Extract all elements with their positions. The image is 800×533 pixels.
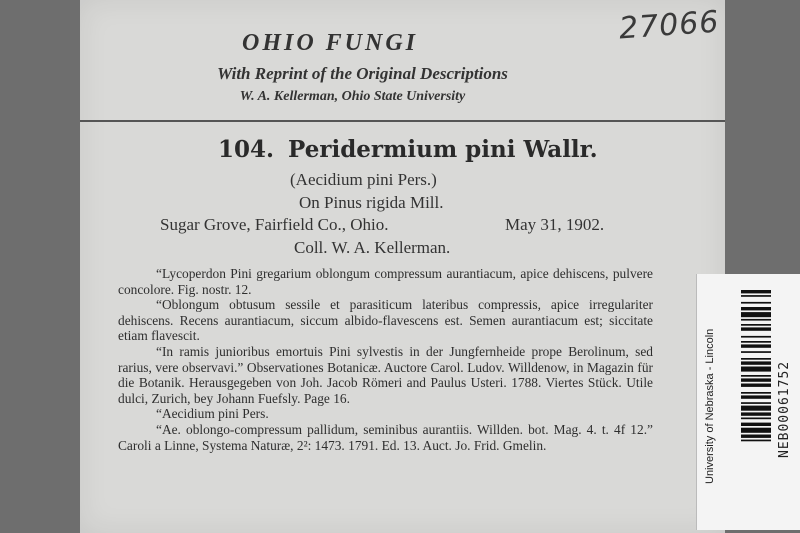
header-divider — [80, 120, 725, 122]
publication-title: OHIO FUNGI — [241, 30, 418, 56]
synonym: (Aecidium pini Pers.) — [290, 170, 437, 189]
specimen-label-paper — [80, 0, 725, 533]
description-paragraph: “In ramis junioribus emortuis Pini sylvestis in der Jungfernheide prope Berolinum, sed rarius, vere observavi.” Observationes Botanicæ. Auctore Carol. Ludov. Willdenow, in Magazin für die Botanik. Herausgegeben von Joh. Jacob Römeri and Paulus Usteri. 1788. Viertes Stück. Utile dulci, Zurich, bey Johann Fuefsly. Page 16. — [118, 343, 653, 406]
handwritten-accession-number: 27066 — [617, 4, 721, 47]
institution-name: University of Nebraska - Lincoln — [704, 328, 716, 484]
author-line: W. A. Kellerman, Ohio State University — [239, 89, 466, 104]
description-paragraph: “Ae. oblongo-compressum pallidum, seminibus aurantiis. Willden. bot. Mag. 4. t. 4f 12.” Caroli a Linne, Systema Naturæ, 2²: 1473. 1791. Ed. 13. Auct. Jo. Frid. Gmelin. — [118, 421, 653, 453]
collector: Coll. W. A. Kellerman. — [294, 238, 451, 257]
original-description — [118, 266, 653, 453]
description-paragraph: “Lycoperdon Pini gregarium oblongum compressum aurantiacum, apice dehiscens, pulvere concolore. Fig. nostr. 12. — [118, 266, 653, 297]
barcode-icon — [741, 290, 771, 490]
species-name: Peridermium pini Wallr. — [288, 136, 598, 163]
description-paragraph: “Aecidium pini Pers. — [156, 406, 269, 422]
publication-subtitle: With Reprint of the Original Descriptions — [217, 64, 508, 83]
locality: Sugar Grove, Fairfield Co., Ohio. — [160, 215, 389, 234]
description-paragraph: “Oblongum obtusum sessile et parasiticum lateribus compressis, apice irregulariter dehiscens. Recens aurantiacum, siccum albido-flavescens est. Semen aurantiacum est; siccitate etiam flavescit. — [118, 297, 653, 344]
collection-date: May 31, 1902. — [505, 215, 605, 234]
barcode-number: NEB00061752 — [777, 360, 792, 458]
specimen-number: 104. — [218, 136, 275, 163]
host: On Pinus rigida Mill. — [299, 193, 444, 212]
species-heading — [218, 136, 598, 163]
